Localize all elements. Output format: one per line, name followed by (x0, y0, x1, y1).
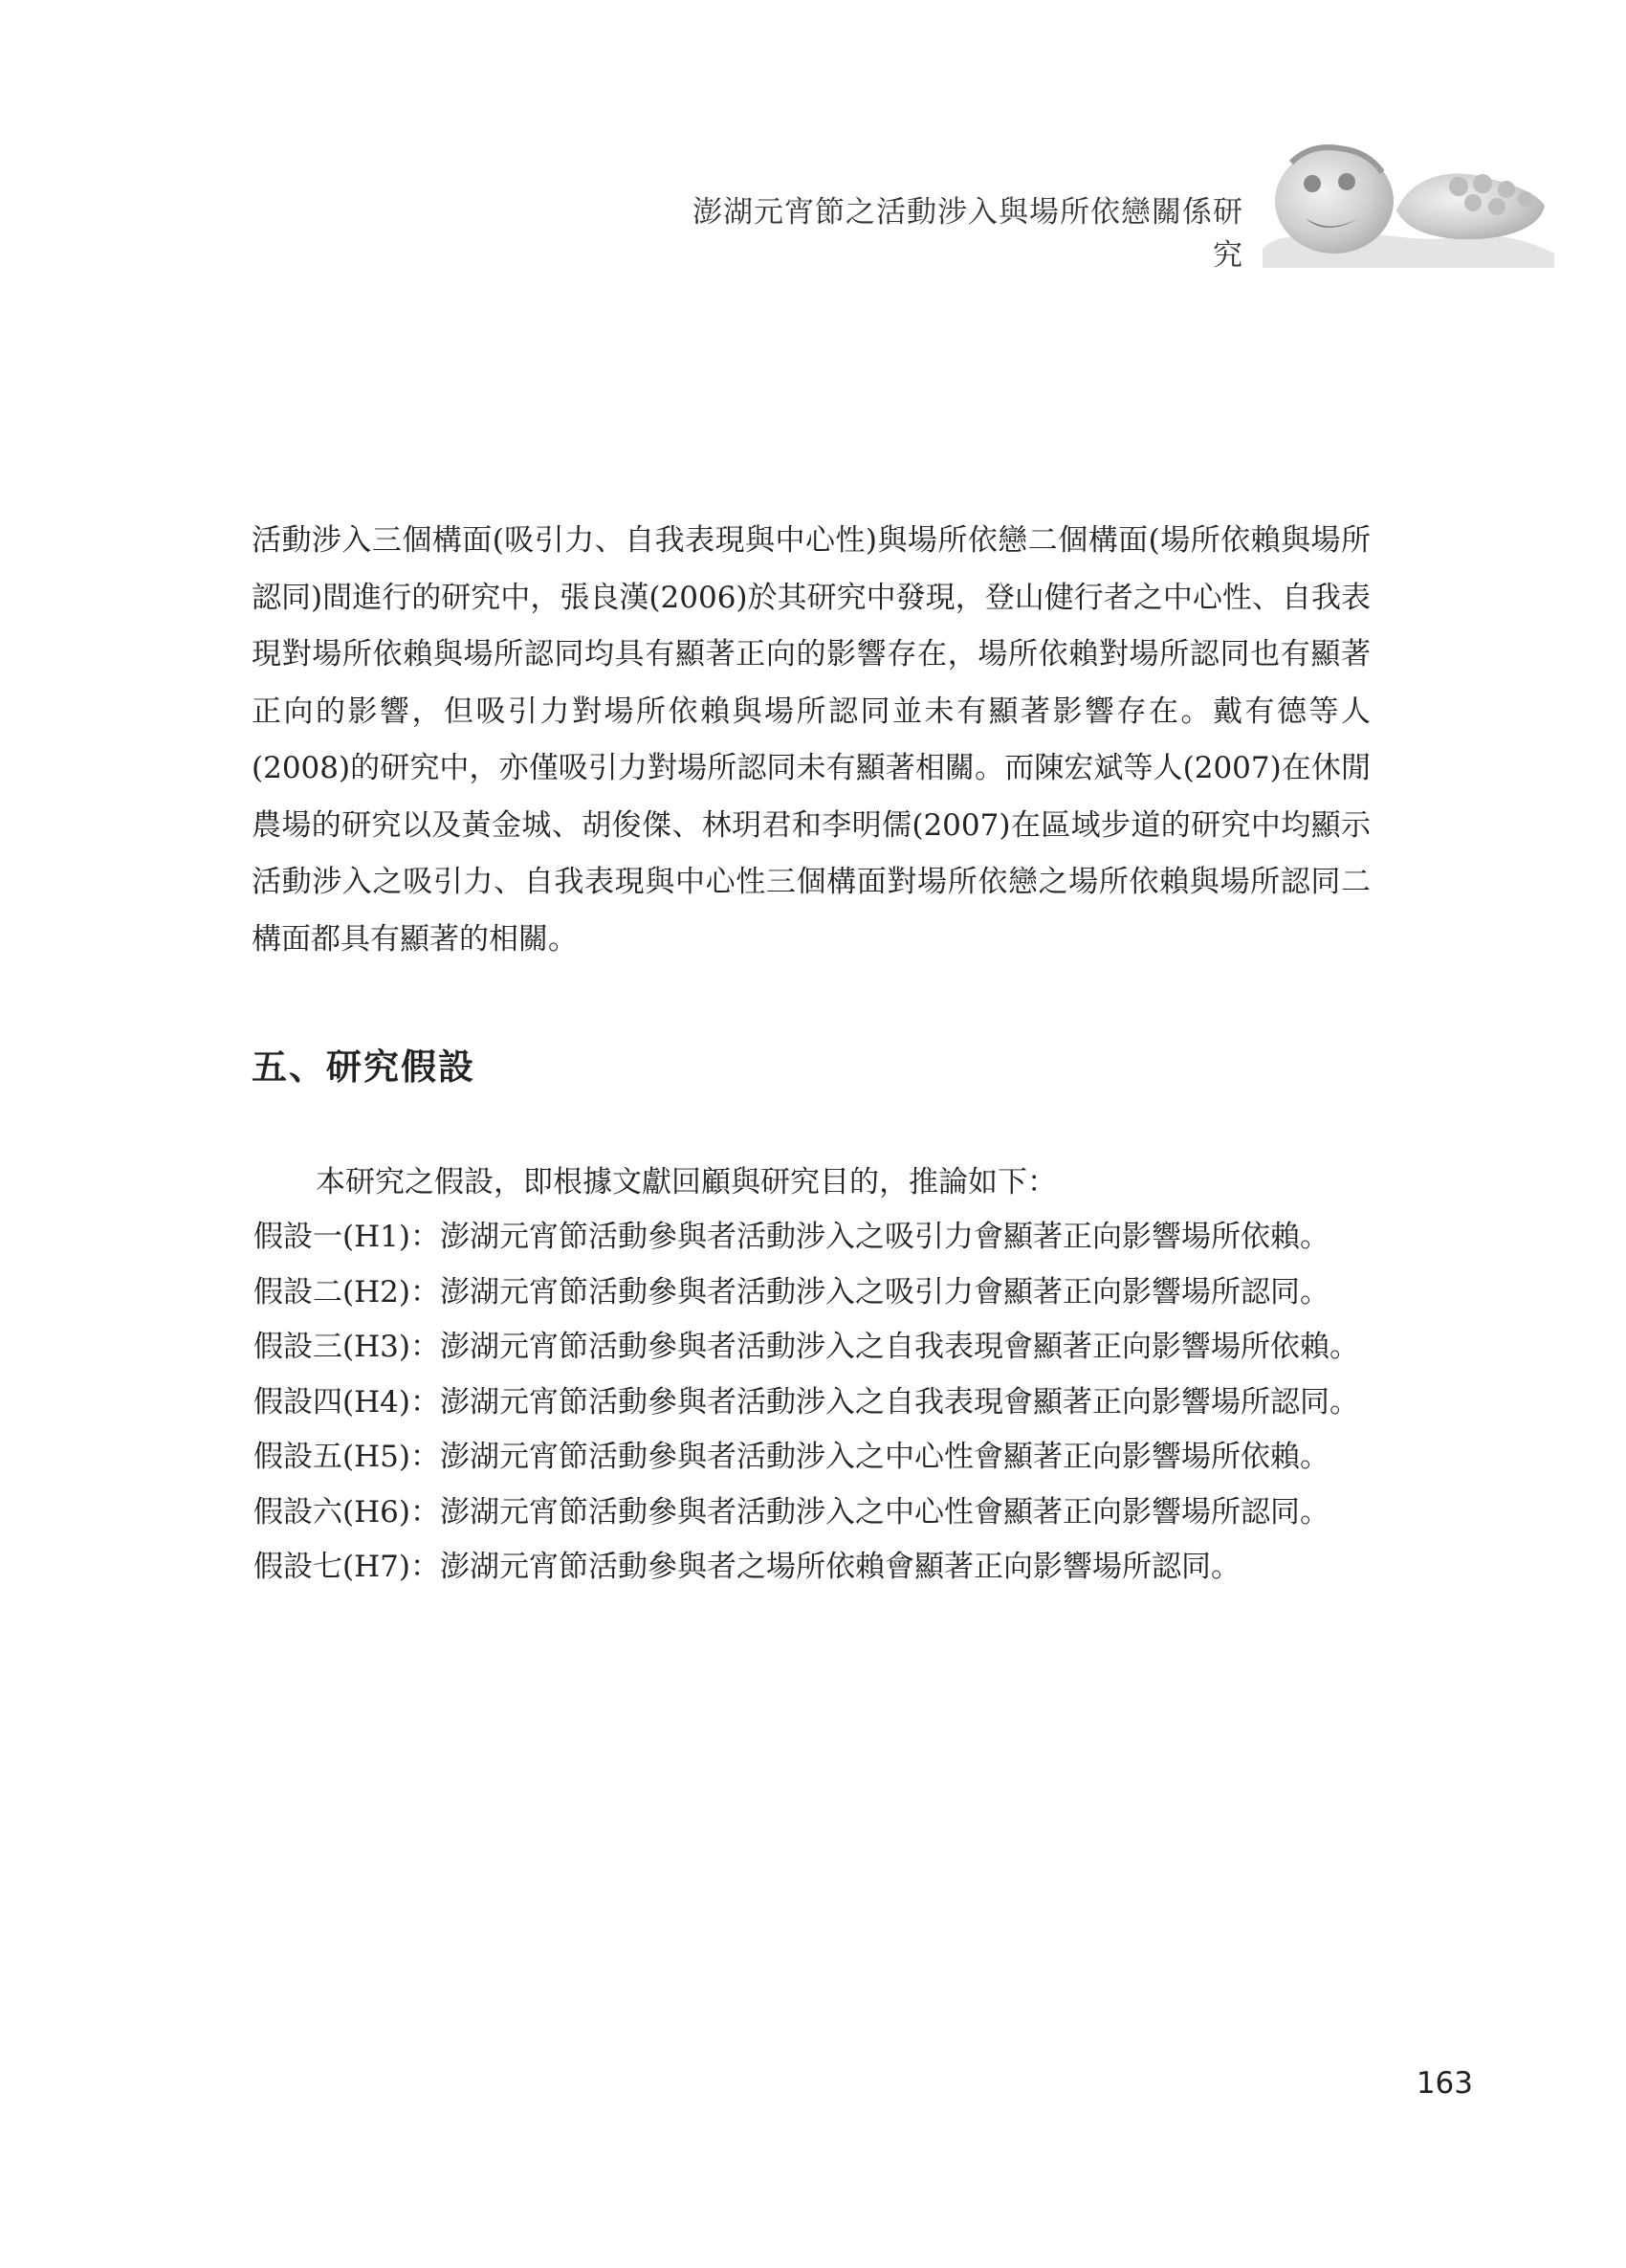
hypothesis-item: 假設二(H2)：澎湖元宵節活動參與者活動涉入之吸引力會顯著正向影響場所認同。 (253, 1274, 1329, 1310)
page-number: 163 (1416, 2066, 1473, 2101)
running-header-title: 澎湖元宵節之活動涉入與場所依戀關係研究 (692, 195, 1243, 273)
hypothesis-item: 假設一(H1)：澎湖元宵節活動參與者活動涉入之吸引力會顯著正向影響場所依賴。 (253, 1220, 1329, 1254)
stone-lion-icon (1253, 134, 1559, 277)
hypothesis-item: 假設七(H7)：澎湖元宵節活動參與者之場所依賴會顯著正向影響場所認同。 (253, 1550, 1241, 1584)
hypothesis-item: 假設三(H3)：澎湖元宵節活動參與者活動涉入之自我表現會顯著正向影響場所依賴。 (253, 1330, 1359, 1364)
hypothesis-item: 假設五(H5)：澎湖元宵節活動參與者活動涉入之中心性會顯著正向影響場所依賴。 (253, 1440, 1329, 1474)
section-heading: 五、研究假設 (252, 1046, 475, 1088)
hypotheses-intro: 本研究之假設，即根據文獻回顧與研究目的，推論如下： (316, 1165, 1057, 1200)
hypothesis-list (253, 1210, 1359, 1596)
body-paragraph: 活動涉入三個構面(吸引力、自我表現與中心性)與場所依戀二個構面(場所依賴與場所認同)間進行的研究中，張良漢(2006)於其研究中發現，登山健行者之中心性、自我表現對場所依賴與場所認同均具有顯著正向的影響存在，場所依賴對場所認同也有顯著正向的影響，但吸引力對場所依賴與場所認同並未有顯著影響存在。戴有德等人(2008)的研究中，亦僅吸引力對場所認同未有顯著相關。而陳宏斌等人(2007)在休閒農場的研究以及黃金城、胡俊傑、林玥君和李明儒(2007)在區域步道的研究中均顯示活動涉入之吸引力、自我表現與中心性三個構面對場所依戀之場所依賴與場所認同二構面都具有顯著的相關。 (252, 523, 1371, 957)
hypothesis-item: 假設六(H6)：澎湖元宵節活動參與者活動涉入之中心性會顯著正向影響場所認同。 (253, 1494, 1329, 1530)
hypothesis-item: 假設四(H4)：澎湖元宵節活動參與者活動涉入之自我表現會顯著正向影響場所認同。 (253, 1384, 1359, 1420)
